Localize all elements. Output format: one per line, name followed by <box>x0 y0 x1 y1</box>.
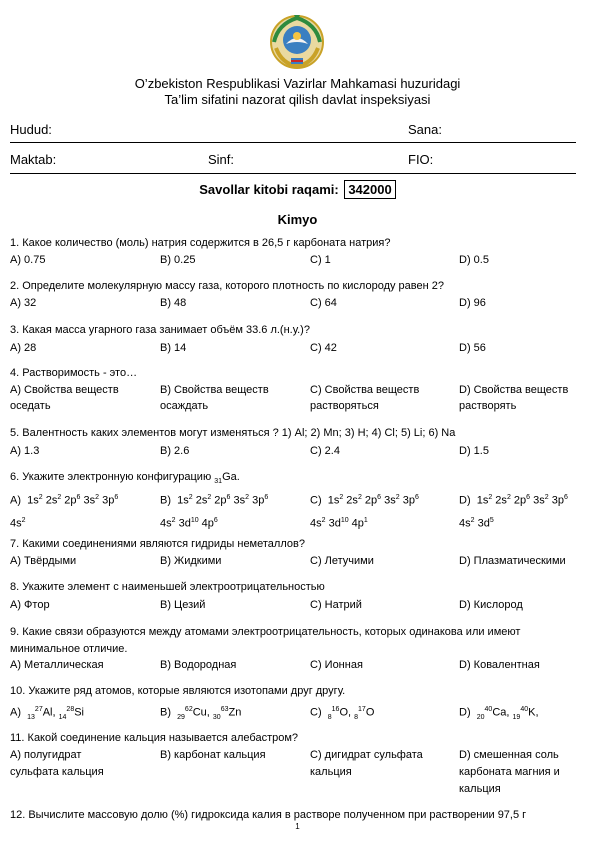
option-label: D) <box>459 706 471 719</box>
option-label: B) <box>160 706 171 719</box>
question-text: 4. Растворимость - это… <box>10 367 138 379</box>
option-a: A) полугидрат сульфата кальция <box>10 749 104 778</box>
state-emblem-icon <box>268 12 326 70</box>
option-d: D) смешенная соль карбоната магния и кальция <box>459 749 560 795</box>
option-d: D) Свойства веществ растворять <box>459 384 569 412</box>
option-label: C) <box>310 706 322 719</box>
option-d: D) 0.5 <box>459 254 489 266</box>
school-label: Maktab: <box>10 152 57 167</box>
option-b: B) 0.25 <box>160 254 196 266</box>
option-d: D) Ковалентная <box>459 659 540 671</box>
option-a: A) 32 <box>10 297 37 309</box>
option-d: D) $1s^2$ $2s^2$ $2p^6$ $3s^2$ $3p^6$ $4s^2$ $3d^5$ <box>459 494 568 530</box>
question-text: 8. Укажите элемент с наименьшей электроотрицательностью <box>10 581 325 593</box>
question-text: 10. Укажите ряд атомов, которые являются изотопами друг другу. <box>10 685 346 697</box>
option-label: A) <box>10 706 21 719</box>
option-c: C) 1 <box>310 254 331 266</box>
option-label: D) <box>459 494 471 507</box>
question-text: 5. Валентность каких элементов могут изменяться ? 1) Al; 2) Mn; 3) H; 4) Cl; 5) Li; 6) Na <box>10 427 456 439</box>
option-b: B) Цезий <box>160 599 206 611</box>
answer-options <box>10 382 585 430</box>
option-b: B) $_{29}^{62}$Cu, $_{30}^{63}$Zn <box>160 706 242 721</box>
subject-title: Kimyo <box>277 212 318 227</box>
option-b: B) 2.6 <box>160 445 190 457</box>
question-text: 12. Вычислите массовую долю (%) гидроксида калия в растворе полученном при растворении 97,5 г <box>10 809 527 821</box>
option-c: C) 42 <box>310 342 337 354</box>
option-d: D) 96 <box>459 297 486 309</box>
option-d: D) 1.5 <box>459 445 489 457</box>
option-b: B) 14 <box>160 342 187 354</box>
option-c: C) дигидрат сульфата кальция <box>310 749 423 778</box>
option-c: C) $1s^2$ $2s^2$ $2p^6$ $3s^2$ $3p^6$ $4s^2$ $3d^{10}$ $4p^1$ <box>310 494 419 530</box>
option-a: A) 1.3 <box>10 445 40 457</box>
option-c: C) 64 <box>310 297 337 309</box>
option-a: A) Свойства веществ оседать <box>10 384 119 412</box>
option-c: C) $_8^{16}$O, $_8^{17}$O <box>310 706 375 721</box>
booklet-number: 342000 <box>344 180 395 199</box>
option-c: C) Ионная <box>310 659 363 671</box>
option-b: B) 48 <box>160 297 187 309</box>
option-c: C) Свойства веществ растворяться <box>310 384 420 412</box>
question-text: 3. Какая масса угарного газа занимает объём 33.6 л.(н.у.)? <box>10 324 310 336</box>
booklet-number-row <box>0 180 595 199</box>
option-label: B) <box>160 494 171 507</box>
option-c: C) Летучими <box>310 555 374 567</box>
option-a: A) 0.75 <box>10 254 46 266</box>
question-text <box>10 470 580 489</box>
question-text: 7. Какими соединениями являются гидриды неметаллов? <box>10 538 305 550</box>
fio-label: FIO: <box>408 152 434 167</box>
option-a: A) $1s^2$ $2s^2$ $2p^6$ $3s^2$ $3p^6$ $4s^2$ <box>10 494 119 530</box>
option-b: B) $1s^2$ $2s^2$ $2p^6$ $3s^2$ $3p^6$ $4s^2$ $3d^{10}$ $4p^6$ <box>160 494 269 530</box>
option-d: D) Кислород <box>459 599 523 611</box>
answer-options <box>10 488 585 536</box>
page-number: 1 <box>295 822 300 831</box>
divider-line <box>10 173 576 174</box>
option-b: B) Жидкими <box>160 555 222 567</box>
date-label: Sana: <box>408 122 442 137</box>
question-text: 2. Определите молекулярную массу газа, которого плотность по кислороду равен 2? <box>10 280 444 292</box>
option-label: C) <box>310 494 322 507</box>
question-text: 9. Какие связи образуются между атомами электроотрицательность, которых одинакова или имеют минимальное отличие. <box>10 626 521 655</box>
question-text: 1. Какое количество (моль) натрия содержится в 26,5 г карбоната натрия? <box>10 237 391 249</box>
option-d: D) 56 <box>459 342 486 354</box>
option-b: B) Свойства веществ осаждать <box>160 384 269 412</box>
option-a: A) Фтор <box>10 599 50 611</box>
region-label: Hudud: <box>10 122 52 137</box>
org-line-1: O’zbekiston Respublikasi Vazirlar Mahkamasi huzuridagi <box>134 76 461 91</box>
option-b: B) Водородная <box>160 659 237 671</box>
option-a: A) Твёрдыми <box>10 555 77 567</box>
atomic-number: 31 <box>214 478 223 486</box>
question-text-main: 6. Укажите электронную конфигурацию <box>10 471 215 483</box>
org-line-2: Ta’lim sifatini nazorat qilish davlat inspeksiyasi <box>164 92 431 107</box>
class-label: Sinf: <box>208 152 235 167</box>
divider-line <box>10 142 576 143</box>
option-d: D) Плазматическими <box>459 555 566 567</box>
option-b: B) карбонат кальция <box>160 749 266 761</box>
option-c: C) Натрий <box>310 599 362 611</box>
question-text: 11. Какой соединение кальция называется алебастром? <box>10 732 299 744</box>
element-symbol: Ga. <box>222 471 240 483</box>
answer-options <box>10 747 585 799</box>
option-a: A) $_{13}^{27}$Al, $_{14}^{28}$Si <box>10 706 84 721</box>
option-c: C) 2.4 <box>310 445 340 457</box>
option-d: D) $_{20}^{40}$Ca, $_{19}^{40}$K, <box>459 706 539 721</box>
booklet-label: Savollar kitobi raqami: <box>199 182 339 197</box>
option-a: A) 28 <box>10 342 37 354</box>
option-a: A) Металлическая <box>10 659 104 671</box>
option-label: A) <box>10 494 21 507</box>
